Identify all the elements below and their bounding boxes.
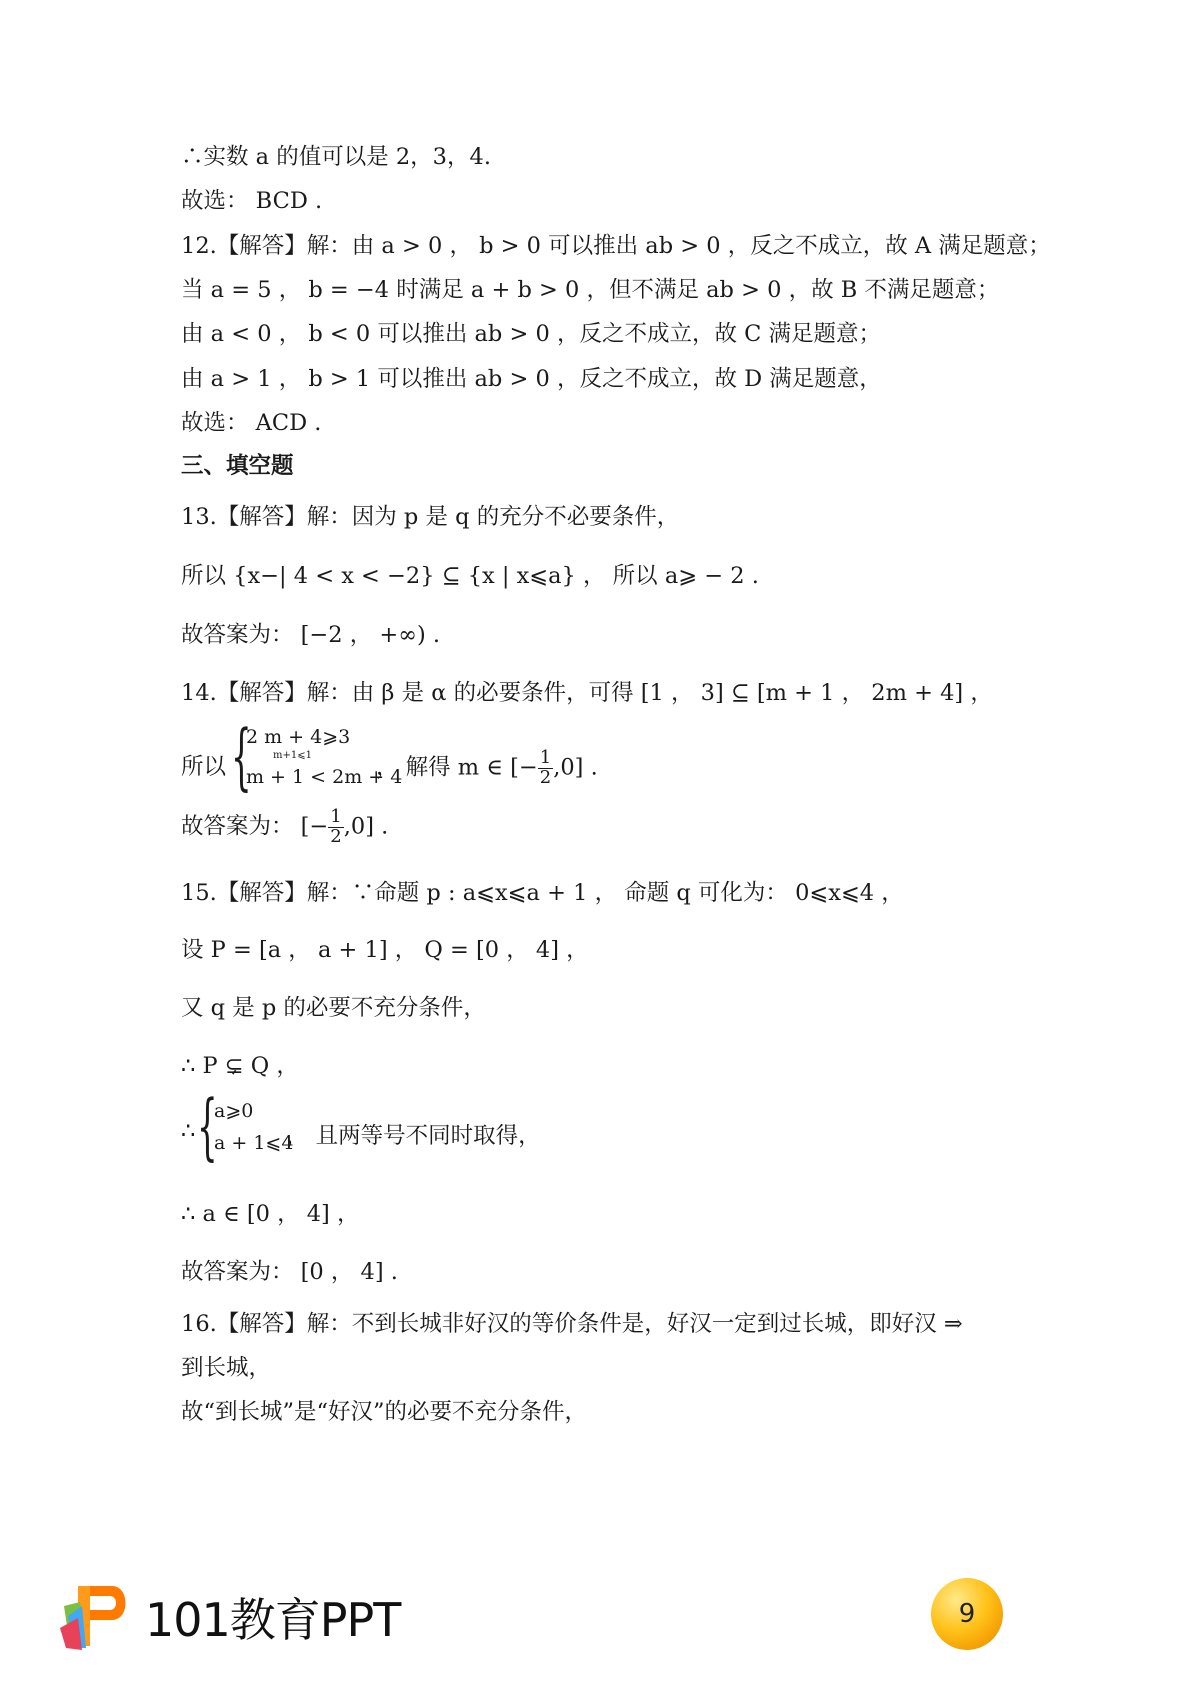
equation-system-14 — [181, 714, 881, 798]
system-row: a + 1⩽4 — [214, 1132, 294, 1154]
text-line: 故答案为： [0 ， 4] . — [181, 1259, 398, 1285]
text-line: 由 a > 1 ， b > 1 可以推出 ab > 0 ，反之不成立，故 D 满足题意， — [181, 366, 882, 392]
text-line: 所以 {x−| 4 < x < −2} ⊆ {x | x⩽a} ， 所以 a⩾ − 2 . — [181, 563, 759, 589]
left-brace: { — [231, 714, 252, 798]
answer-13-line: 13.【解答】解：因为 p 是 q 的充分不必要条件， — [181, 504, 680, 530]
system-prefix: ∴ — [181, 1118, 196, 1144]
equation-system-15 — [181, 1084, 781, 1168]
text-line: 由 a < 0 ， b < 0 可以推出 ab > 0 ，反之不成立，故 C 满足题意； — [181, 321, 881, 347]
answer-line: 故答案为： [− $\frac{1}{2}$ ,0] . — [181, 806, 389, 847]
section-heading: 三、填空题 — [181, 453, 294, 479]
left-brace: { — [197, 1084, 218, 1168]
system-result: ， 解得 m ∈ [− $\frac{1}{2}$ ,0] . — [376, 747, 598, 788]
system-row: a⩾0 — [214, 1100, 254, 1122]
system-row: m + 1 < 2m + 4 — [246, 766, 403, 788]
text-line: 故答案为： [−2 ， +∞) . — [181, 622, 441, 648]
text-line: 当 a = 5 ， b = −4 时满足 a + b > 0 ，但不满足 ab > 0 ，故 B 不满足题意； — [181, 277, 1000, 303]
text-line: ∴ a ∈ [0 ， 4] ， — [181, 1201, 360, 1227]
text-line: 故选： ACD . — [181, 410, 322, 436]
answer-14-line: 14.【解答】解：由 β 是 α 的必要条件，可得 [1 ， 3] ⊆ [m + 1 ， 2m + 4] ， — [181, 680, 993, 706]
page-number: 9 — [958, 1599, 976, 1629]
text-line: 设 P = [a ， a + 1] ， Q = [0 ， 4] ， — [181, 937, 589, 963]
system-row-small: m+1⩽1 — [273, 750, 312, 761]
text-line: 到长城， — [181, 1355, 272, 1381]
system-result: ， 且两等号不同时取得， — [286, 1123, 541, 1149]
answer-12-line: 12.【解答】解：由 a > 0 ， b > 0 可以推出 ab > 0 ，反之不成立，故 A 满足题意； — [181, 233, 1051, 259]
text-line: ∴实数 a 的值可以是 2，3，4. — [181, 144, 491, 170]
brand-name: 101教育PPT — [145, 1593, 401, 1647]
system-prefix: 所以 — [181, 754, 227, 780]
text-line: 又 q 是 p 的必要不充分条件， — [181, 995, 486, 1021]
answer-15-line: 15.【解答】解：∵命题 p : a⩽x⩽a + 1 ， 命题 q 可化为： 0⩽x⩽4 ， — [181, 880, 904, 906]
fraction: $\frac{1}{2}$ — [539, 747, 552, 788]
text-line: 故选： BCD . — [181, 188, 323, 214]
text-line: 故“到长城”是“好汉”的必要不充分条件， — [181, 1399, 588, 1425]
answer-16-line: 16.【解答】解：不到长城非好汉的等价条件是，好汉一定到过长城，即好汉 ⇒ — [181, 1311, 963, 1337]
system-row: 2 m + 4⩾3 — [246, 726, 351, 748]
page-number-badge — [931, 1578, 1003, 1650]
text-line: ∴ P ⊊ Q ， — [181, 1053, 299, 1079]
fraction: $\frac{1}{2}$ — [330, 806, 342, 847]
brand-logo-icon — [60, 1576, 140, 1651]
